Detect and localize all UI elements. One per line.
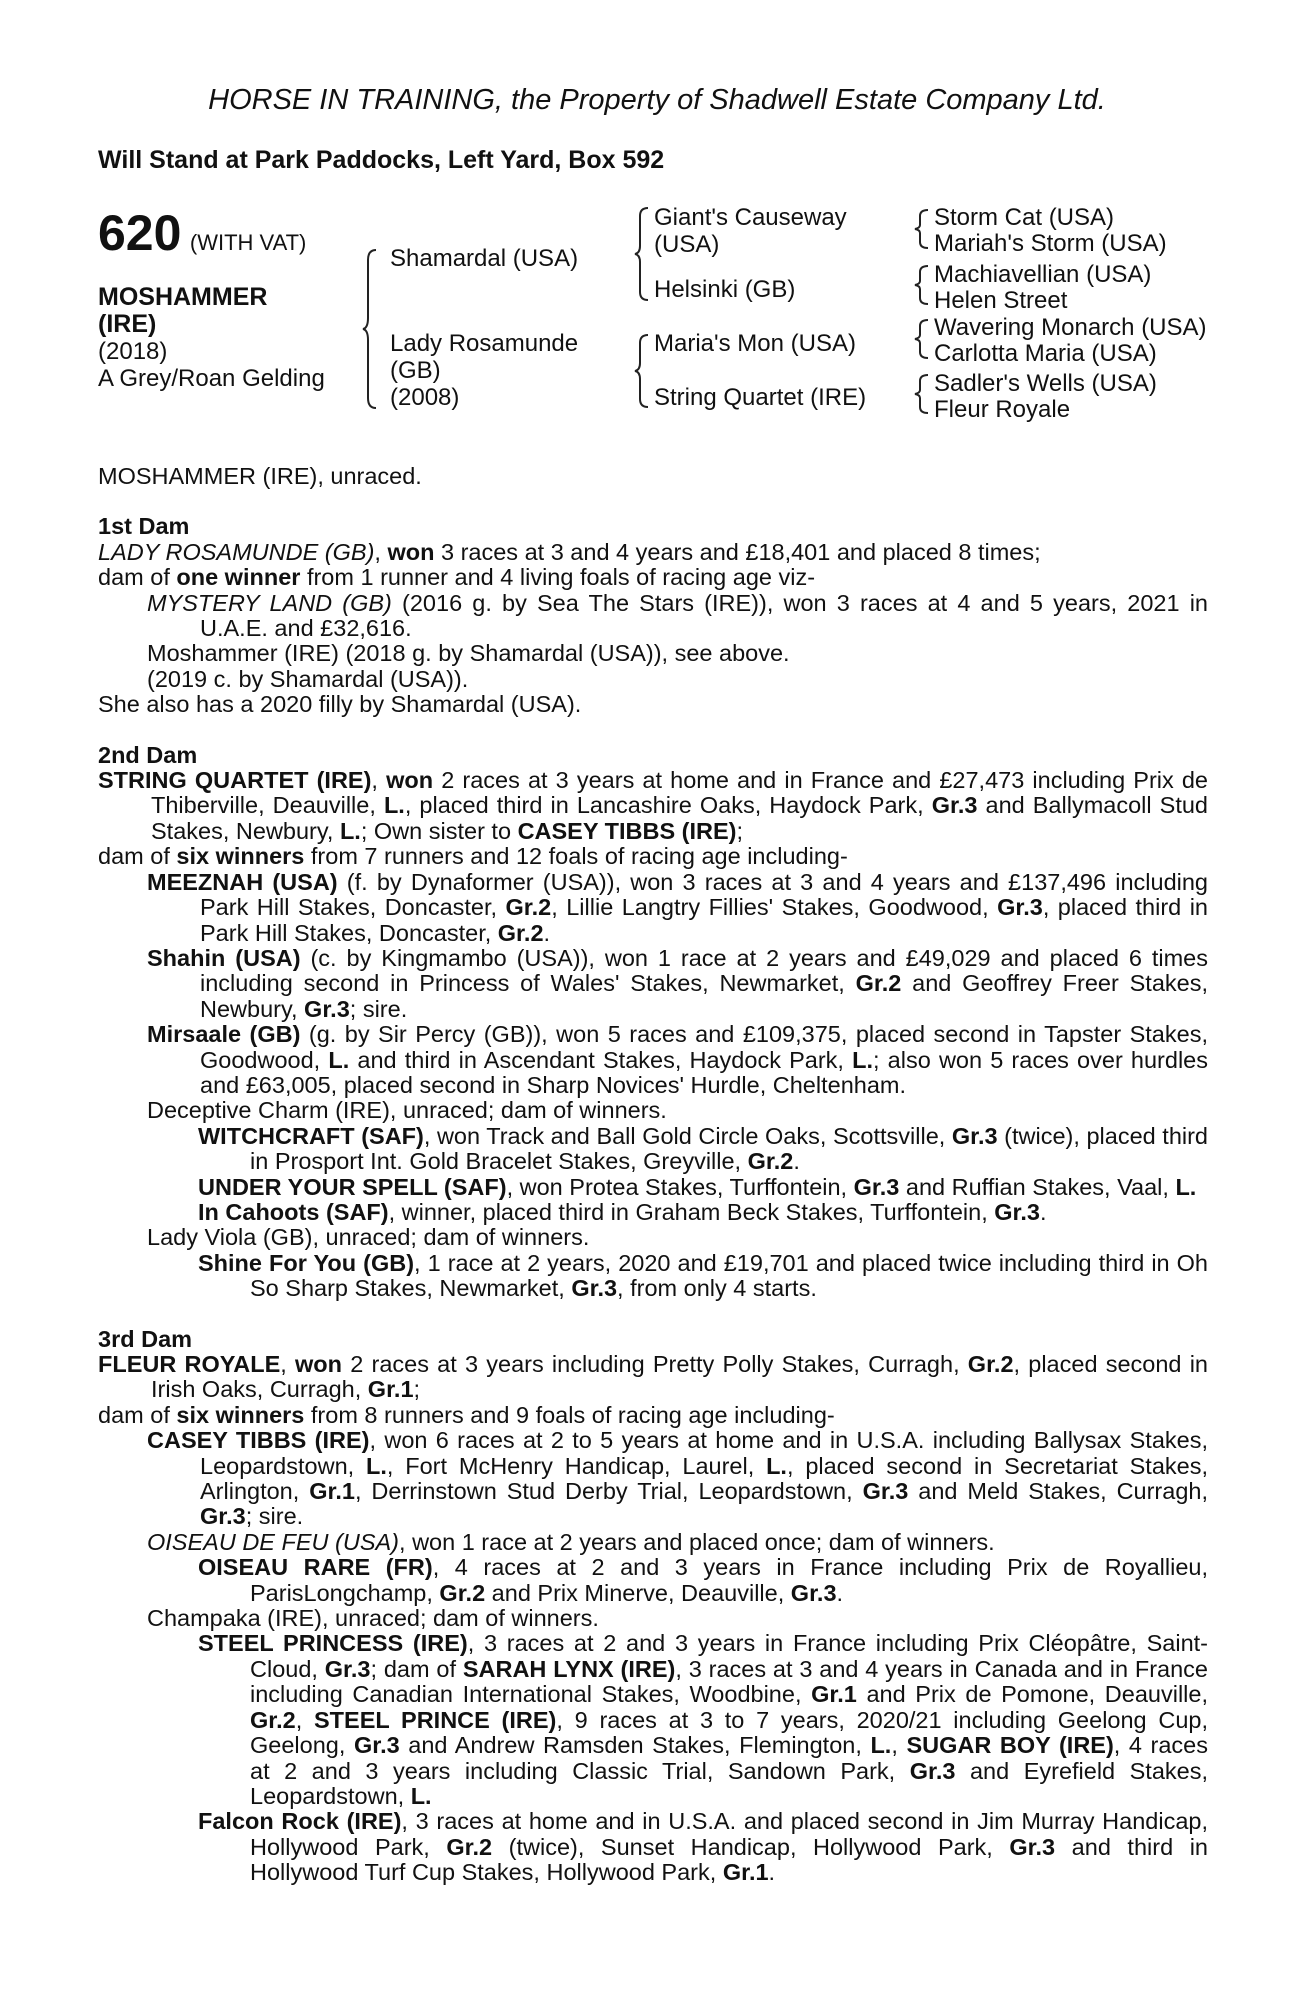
pedigree-dsd: Carlotta Maria (USA) — [934, 340, 1157, 367]
lot-number: 620 — [98, 205, 182, 261]
horse-name: MOSHAMMER — [98, 283, 268, 311]
produce-in-cahoots: In Cahoots (SAF), winner, placed third in Graham Beck Stakes, Turffontein, Gr.3. — [198, 1198, 1047, 1225]
stand-location: Will Stand at Park Paddocks, Left Yard, Box 592 — [98, 146, 665, 174]
produce-oiseau-de-feu: OISEAU DE FEU (USA), won 1 race at 2 years and placed once; dam of winners. — [147, 1528, 995, 1555]
produce-shahin: Shahin (USA) (c. by Kingmambo (USA)), won 1 race at 2 years and £49,029 and placed 6 times including second in Princess of Wales' Stakes, Newmarket, Gr.2 and Geoffrey Freer Stakes, Newbury, Gr.3; sire. — [147, 944, 1208, 1022]
pedigree-sire-sire: Giant's Causeway (USA) — [654, 204, 847, 258]
second-dam-entry: STRING QUARTET (IRE), won 2 races at 3 years at home and in France and £27,473 including Prix de Thiberville, Deauville, L., placed third in Lancashire Oaks, Haydock Park, Gr.3 and Ballymacoll Stud Stakes, Newbury, L.; Own sister to CASEY TIBBS (IRE); — [98, 767, 1209, 844]
pedigree-sds: Machiavellian (USA) — [934, 261, 1152, 288]
pedigree-dam-dam: String Quartet (IRE) — [654, 384, 867, 411]
produce-steel-princess: STEEL PRINCESS (IRE), 3 races at 2 and 3 years in France including Prix Cléopâtre, Saint-Cloud, Gr.3; dam of SARAH LYNX (IRE), 3 races at 3 and 4 years in Canada and in France including Canadian International Stakes, Woodbine, Gr.1 and Prix de Pomone, Deauville, Gr.2, STEEL PRINCE (IRE), 9 races at 3 to 7 years, 2020/21 including Geelong Cup, Geelong, Gr.3 and Andrew Ramsden Stakes, Flemington, L., SUGAR BOY (IRE), 4 races at 2 and 3 years including Classic Trial, Sandown Park, Gr.3 and Eyrefield Stakes, Leopardstown, L. — [198, 1630, 1209, 1809]
pedigree-sdd: Helen Street — [934, 287, 1068, 314]
catalogue-body — [98, 464, 1208, 1886]
second-dam-heading: 2nd Dam — [98, 741, 198, 768]
third-dam-heading: 3rd Dam — [98, 1325, 193, 1352]
pedigree-brace-dd — [914, 373, 934, 415]
produce-champaka: Champaka (IRE), unraced; dam of winners. — [147, 1605, 599, 1632]
produce-under-your-spell: UNDER YOUR SPELL (SAF), won Protea Stakes, Turffontein, Gr.3 and Ruffian Stakes, Vaal, L. — [198, 1173, 1197, 1200]
second-dam-produce-summary: dam of six winners from 7 runners and 12 foals of racing age including- — [98, 843, 848, 870]
third-dam-entry: FLEUR ROYALE, won 2 races at 3 years including Pretty Polly Stakes, Curragh, Gr.2, placed second in Irish Oaks, Curragh, Gr.1; — [98, 1351, 1208, 1403]
pedigree-sire: Shamardal (USA) — [390, 245, 579, 272]
pedigree-brace-main — [362, 248, 382, 410]
pedigree-sss: Storm Cat (USA) — [934, 204, 1115, 231]
pedigree-dam: Lady Rosamunde (GB) (2008) — [390, 330, 579, 411]
produce-2020-filly: She also has a 2020 filly by Shamardal (USA). — [98, 691, 582, 718]
pedigree-sire-dam: Helsinki (GB) — [654, 276, 796, 303]
produce-oiseau-rare: OISEAU RARE (FR), 4 races at 2 and 3 years in France including Prix de Royallieu, ParisLongchamp, Gr.2 and Prix Minerve, Deauville, Gr.3. — [198, 1554, 1208, 1606]
first-dam-produce-summary: dam of one winner from 1 runner and 4 living foals of racing age viz- — [98, 564, 816, 591]
pedigree-brace-sire — [634, 206, 654, 302]
pedigree-brace-ds — [914, 318, 934, 360]
catalogue-title: HORSE IN TRAINING, the Property of Shadwell Estate Company Ltd. — [208, 84, 1106, 116]
produce-falcon-rock: Falcon Rock (IRE), 3 races at home and in U.S.A. and placed second in Jim Murray Handicap, Hollywood Park, Gr.2 (twice), Sunset Handicap, Hollywood Park, Gr.3 and third in Hollywood Turf Cup Stakes, Hollywood Park, Gr.1. — [198, 1808, 1208, 1886]
third-dam-produce-summary: dam of six winners from 8 runners and 9 foals of racing age including- — [98, 1401, 835, 1428]
horse-year: (2018) — [98, 338, 168, 365]
pedigree-dss: Wavering Monarch (USA) — [934, 314, 1207, 341]
intro-line: MOSHAMMER (IRE), unraced. — [98, 463, 422, 489]
produce-meeznah: MEEZNAH (USA) (f. by Dynaformer (USA)), won 3 races at 3 and 4 years and £137,496 including Park Hill Stakes, Doncaster, Gr.2, Lillie Langtry Fillies' Stakes, Goodwood, Gr.3, placed third in Park Hill Stakes, Doncaster, Gr.2. — [147, 868, 1208, 946]
first-dam-heading: 1st Dam — [98, 513, 190, 540]
pedigree-brace-ss — [914, 208, 934, 250]
produce-mystery-land: MYSTERY LAND (GB) (2016 g. by Sea The Stars (IRE)), won 3 races at 4 and 5 years, 2021 in U.A.E. and £32,616. — [147, 589, 1208, 642]
vat-label: (WITH VAT) — [189, 230, 307, 255]
produce-2019-colt: (2019 c. by Shamardal (USA)). — [147, 665, 469, 692]
horse-country: (IRE) — [98, 310, 157, 338]
pedigree-brace-sd — [914, 264, 934, 306]
produce-deceptive-charm: Deceptive Charm (IRE), unraced; dam of winners. — [147, 1097, 667, 1124]
first-dam-entry: LADY ROSAMUNDE (GB), won 3 races at 3 and 4 years and £18,401 and placed 8 times; — [98, 538, 1041, 565]
pedigree-ssd: Mariah's Storm (USA) — [934, 230, 1167, 257]
produce-mirsaale: Mirsaale (GB) (g. by Sir Percy (GB)), won 5 races and £109,375, placed second in Tapster Stakes, Goodwood, L. and third in Ascendant Stakes, Haydock Park, L.; also won 5 races over hurdles and £63,005, placed second in Sharp Novices' Hurdle, Cheltenham. — [147, 1021, 1208, 1098]
produce-moshammer: Moshammer (IRE) (2018 g. by Shamardal (USA)), see above. — [147, 640, 790, 667]
produce-casey-tibbs: CASEY TIBBS (IRE), won 6 races at 2 to 5 years at home and in U.S.A. including Ballysax Stakes, Leopardstown, L., Fort McHenry Handicap, Laurel, L., placed second in Secretariat Stakes, Arlington, Gr.1, Derrinstown Stud Derby Trial, Leopardstown, Gr.3 and Meld Stakes, Curragh, Gr.3; sire. — [147, 1427, 1208, 1530]
produce-witchcraft: WITCHCRAFT (SAF), won Track and Ball Gold Circle Oaks, Scottsville, Gr.3 (twice), placed third in Prosport Int. Gold Bracelet Stakes, Greyville, Gr.2. — [198, 1122, 1209, 1175]
produce-lady-viola: Lady Viola (GB), unraced; dam of winners. — [147, 1224, 590, 1251]
horse-description: A Grey/Roan Gelding — [98, 365, 325, 392]
pedigree-dam-sire: Maria's Mon (USA) — [654, 330, 856, 357]
horse-info — [98, 284, 325, 392]
pedigree-brace-dam — [634, 333, 654, 409]
produce-shine-for-you: Shine For You (GB), 1 race at 2 years, 2020 and £19,701 and placed twice including third in Oh So Sharp Stakes, Newmarket, Gr.3, from only 4 starts. — [198, 1249, 1208, 1302]
pedigree-dds: Sadler's Wells (USA) — [934, 370, 1157, 397]
pedigree-ddd: Fleur Royale — [934, 396, 1071, 423]
lot-block — [98, 204, 306, 262]
